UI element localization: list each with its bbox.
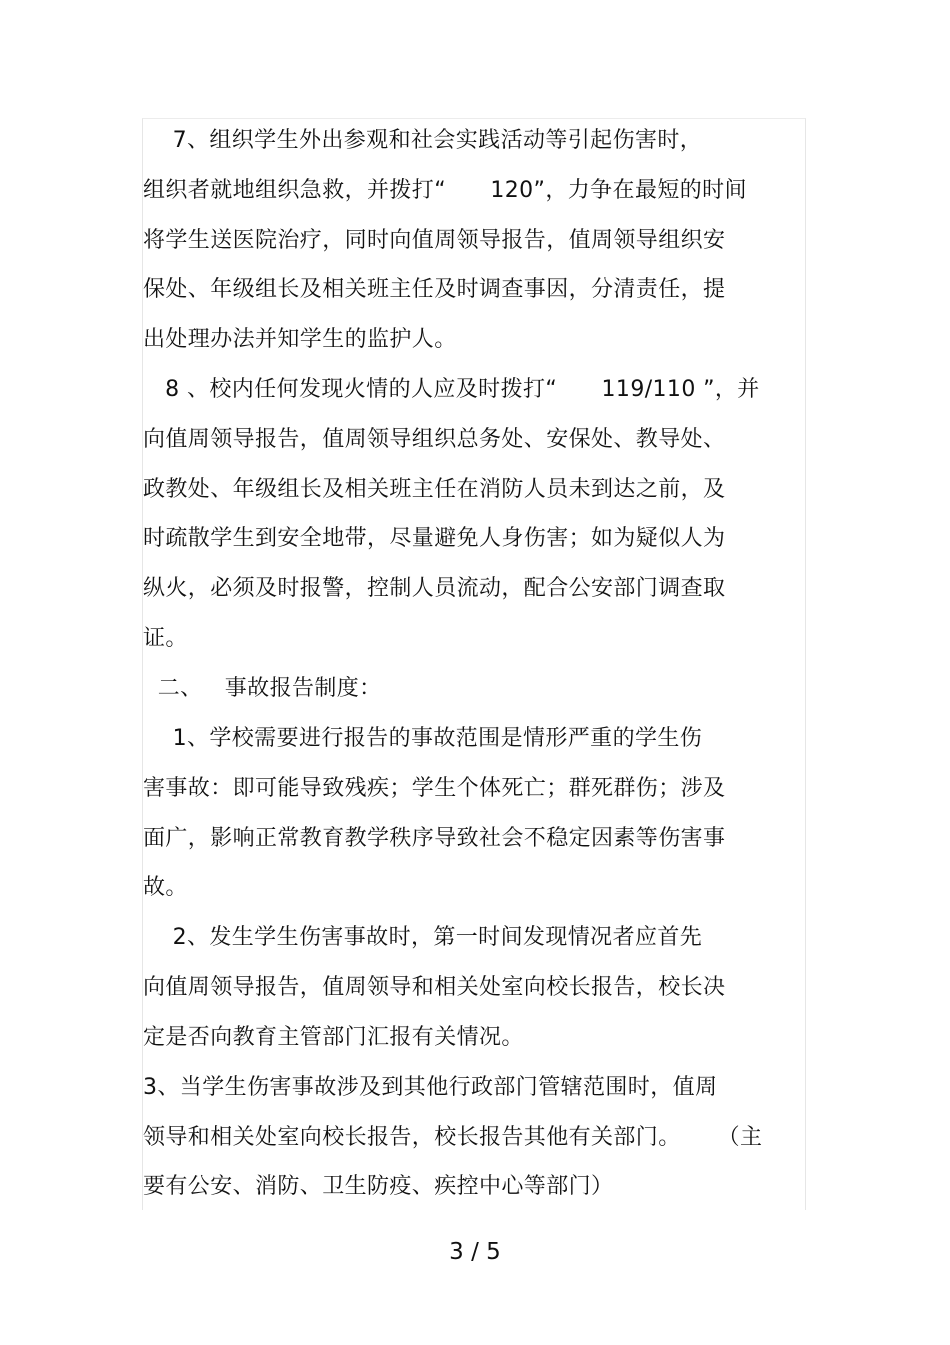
text-line: 组织者就地组织急救，并拨打“ 120”，力争在最短的时间	[143, 178, 747, 203]
text-line: 政教处、年级组长及相关班主任在消防人员未到达之前，及	[143, 477, 726, 502]
text-line: 领导和相关处室向校长报告，校长报告其他有关部门。 （主	[143, 1125, 763, 1150]
text-line: 8 、校内任何发现火情的人应及时拨打“ 119/110 ”，并	[143, 377, 760, 402]
text-line: 证。	[143, 626, 188, 651]
text-line: 出处理办法并知学生的监护人。	[143, 327, 457, 352]
text-line: 要有公安、消防、卫生防疫、疾控中心等部门）	[143, 1174, 614, 1199]
text-line: 害事故：即可能导致残疾；学生个体死亡；群死群伤；涉及	[143, 776, 726, 801]
text-line: 故。	[143, 875, 188, 900]
text-line: 7、组织学生外出参观和社会实践活动等引起伤害时，	[143, 128, 703, 153]
page-number: 3 / 5	[449, 1239, 501, 1265]
text-line: 保处、年级组长及相关班主任及时调查事因，分清责任，提	[143, 277, 726, 302]
text-line: 1、学校需要进行报告的事故范围是情形严重的学生伤	[143, 726, 703, 751]
text-line: 2、发生学生伤害事故时，第一时间发现情况者应首先	[143, 925, 703, 950]
section-heading: 二、 事故报告制度：	[143, 676, 382, 701]
text-line: 时疏散学生到安全地带，尽量避免人身伤害；如为疑似人为	[143, 526, 726, 551]
text-line: 向值周领导报告，值周领导组织总务处、安保处、教导处、	[143, 427, 726, 452]
text-line: 面广，影响正常教育教学秩序导致社会不稳定因素等伤害事	[143, 826, 726, 851]
text-line: 定是否向教育主管部门汇报有关情况。	[143, 1025, 524, 1050]
text-line: 纵火，必须及时报警，控制人员流动，配合公安部门调查取	[143, 576, 726, 601]
text-line: 向值周领导报告，值周领导和相关处室向校长报告，校长决	[143, 975, 726, 1000]
text-line: 3、当学生伤害事故涉及到其他行政部门管辖范围时，值周	[143, 1075, 718, 1100]
text-line: 将学生送医院治疗，同时向值周领导报告，值周领导组织安	[143, 228, 726, 253]
